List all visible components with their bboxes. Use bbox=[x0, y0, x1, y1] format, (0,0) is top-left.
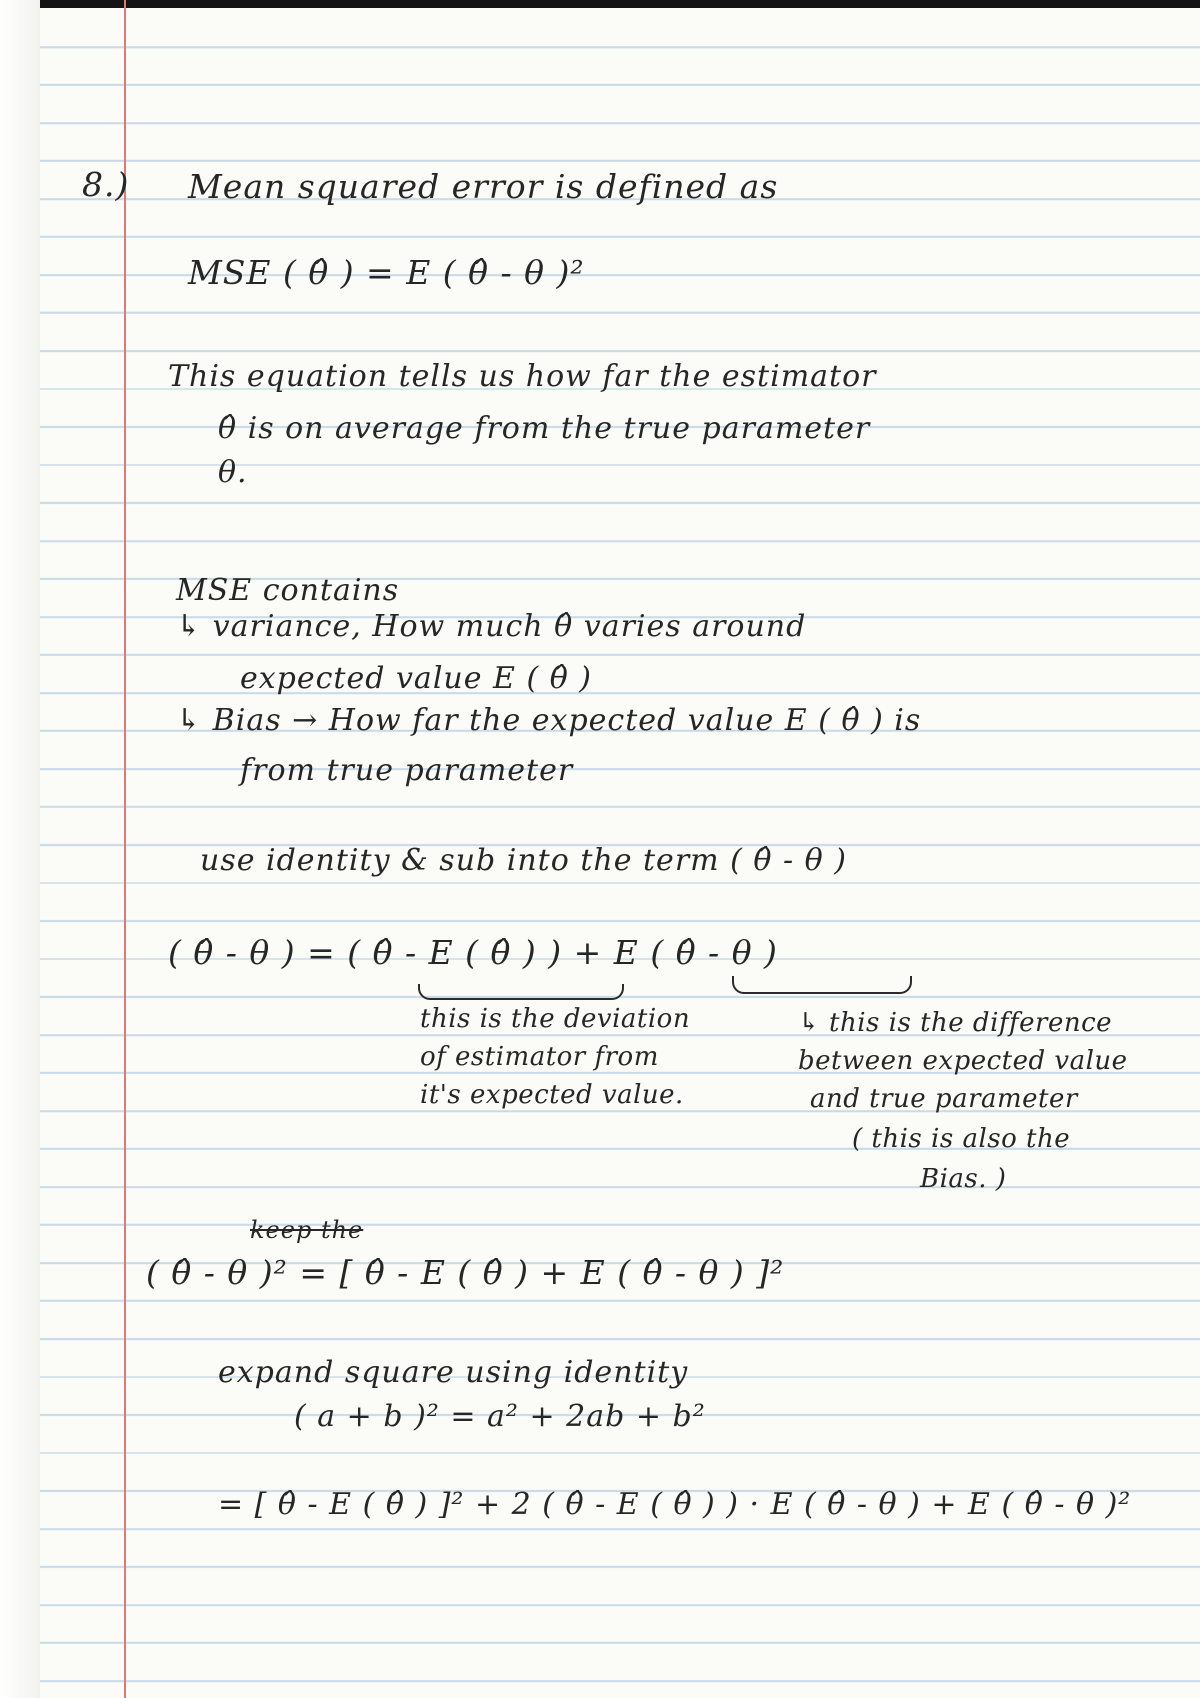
bias-note-line-3: and true parameter bbox=[810, 1084, 1078, 1114]
expanded-equation: = [ θ̂ - E ( θ̂ ) ]² + 2 ( θ̂ - E ( θ̂ ) ) · E ( θ̂ - θ ) + E ( θ̂ - θ )² bbox=[218, 1487, 1132, 1522]
bias-note-line-2: between expected value bbox=[798, 1046, 1128, 1076]
deviation-note-line-2: of estimator from bbox=[420, 1042, 659, 1072]
variance-line-2: expected value E ( θ̂ ) bbox=[240, 661, 592, 696]
bias-note-line-4: ( this is also the bbox=[852, 1124, 1071, 1154]
explanation-line-2: θ̂ is on average from the true parameter bbox=[218, 411, 871, 446]
explanation-line-1: This equation tells us how far the estimator bbox=[168, 359, 877, 394]
mse-contains-heading: MSE contains bbox=[176, 573, 400, 608]
variance-line-1: ↳ variance, How much θ̂ varies around bbox=[176, 609, 807, 644]
deviation-note-line-1: this is the deviation bbox=[420, 1004, 691, 1034]
explanation-line-3: θ. bbox=[218, 455, 248, 490]
deviation-note-line-3: it's expected value. bbox=[420, 1080, 684, 1110]
squared-equation: ( θ̂ - θ )² = [ θ̂ - E ( θ̂ ) + E ( θ̂ - θ ) ]² bbox=[146, 1253, 785, 1292]
bias-line-1: ↳ Bias → How far the expected value E ( θ̂ ) is bbox=[176, 703, 922, 738]
scan-top-edge bbox=[0, 0, 1200, 8]
square-identity-formula: ( a + b )² = a² + 2ab + b² bbox=[294, 1399, 706, 1434]
deviation-underbrace bbox=[418, 984, 624, 1000]
bias-line-2: from true parameter bbox=[240, 753, 574, 788]
split-equation: ( θ̂ - θ ) = ( θ̂ - E ( θ̂ ) ) + E ( θ̂ - θ ) bbox=[168, 933, 778, 972]
margin-line bbox=[124, 0, 126, 1698]
expand-square-line: expand square using identity bbox=[218, 1355, 689, 1390]
bias-note-line-5: Bias. ) bbox=[920, 1164, 1007, 1194]
mse-definition-line: Mean squared error is defined as bbox=[188, 167, 779, 206]
page-left-edge bbox=[0, 0, 40, 1698]
identity-substitution-line: use identity & sub into the term ( θ̂ - θ ) bbox=[200, 843, 847, 878]
mse-formula: MSE ( θ̂ ) = E ( θ̂ - θ )² bbox=[188, 253, 585, 292]
bias-underbrace bbox=[732, 976, 912, 994]
crossed-out-note: keep the bbox=[250, 1216, 364, 1244]
bias-note-line-1: ↳ this is the difference bbox=[798, 1008, 1113, 1038]
problem-number: 8.) bbox=[82, 165, 130, 204]
